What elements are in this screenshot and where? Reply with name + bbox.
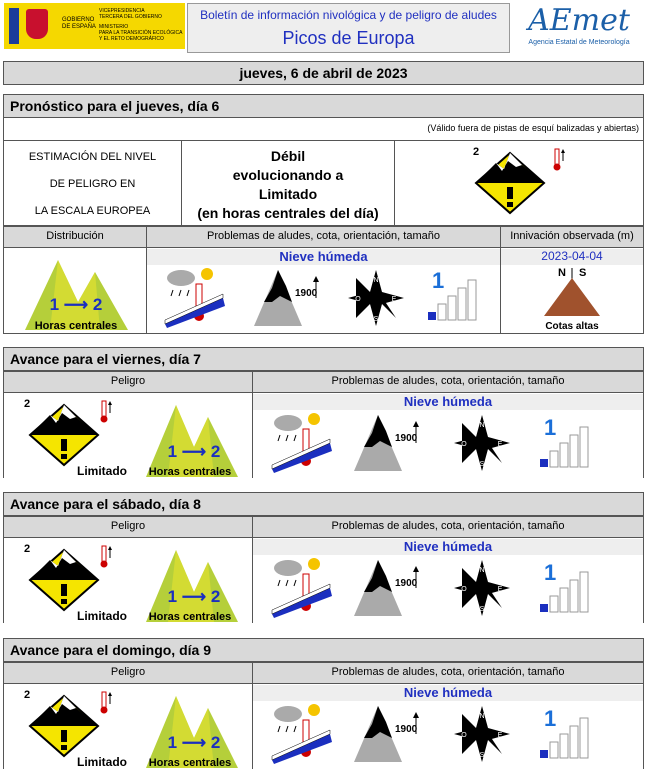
thermometer-icon xyxy=(101,546,113,568)
altitude-value: 1900 xyxy=(395,578,418,589)
compass-e: E xyxy=(497,586,503,593)
compass-o: O xyxy=(355,296,361,303)
size-icon xyxy=(538,560,598,614)
aemet-wordmark: AEmet xyxy=(528,3,630,38)
col-problems: Problemas de aludes, cota, orientación, tamaño xyxy=(252,662,644,684)
altitude-icon xyxy=(250,266,320,328)
snow-cover-icon xyxy=(538,266,608,332)
wet-snow-icon xyxy=(270,702,332,764)
problem-name: Nieve húmeda xyxy=(147,249,500,265)
gov-line-2: DE ESPAÑA xyxy=(62,24,96,30)
problem-name: Nieve húmeda xyxy=(253,539,643,555)
government-logo xyxy=(4,3,185,49)
bulletin-title: Boletín de información nivológica y de peligro de aludes xyxy=(200,8,497,22)
danger-line-2: evolucionando a xyxy=(232,167,344,183)
snow-n: N xyxy=(558,267,566,279)
problem-name: Nieve húmeda xyxy=(253,685,643,701)
distribution-label: Horas centrales xyxy=(148,757,232,769)
compass-s: S xyxy=(479,752,485,759)
snow-s: S xyxy=(579,267,587,279)
compass-s: S xyxy=(479,606,485,613)
distribution-arrow: 1 ⟶ 2 xyxy=(167,587,221,606)
col-distribution: Distribución xyxy=(3,226,147,248)
aemet-subtitle: Agencia Estatal de Meteorología xyxy=(528,39,630,46)
region-title: Picos de Europa xyxy=(282,28,415,48)
danger-line-3: Limitado xyxy=(258,186,318,202)
estimation-cell xyxy=(3,140,182,226)
validity-row xyxy=(3,117,644,141)
level-number: 2 xyxy=(24,689,31,701)
advance-title: Avance para el domingo, día 9 xyxy=(3,638,644,662)
ministry-line-5: Y EL RETO DEMOGRÁFICO xyxy=(99,36,164,42)
problem-name: Nieve húmeda xyxy=(253,394,643,410)
danger-level-icon xyxy=(24,397,134,479)
thermometer-icon xyxy=(101,401,113,423)
size-number: 1 xyxy=(544,560,557,585)
compass-n: N xyxy=(479,567,485,574)
danger-line-4: (en horas centrales del día) xyxy=(197,205,379,221)
level-number: 2 xyxy=(24,398,31,410)
compass-o: O xyxy=(461,441,467,448)
level-label: Limitado xyxy=(77,755,127,769)
ministry-line-1: VICEPRESIDENCIA xyxy=(99,8,145,14)
size-icon xyxy=(538,706,598,760)
compass-e: E xyxy=(497,732,503,739)
snow-date: 2023-04-04 xyxy=(501,249,643,265)
estimation-line-2: DE PELIGRO EN xyxy=(49,178,136,190)
date-text: jueves, 6 de abril de 2023 xyxy=(239,65,408,81)
wet-snow-icon xyxy=(163,266,225,328)
wet-snow-icon xyxy=(270,556,332,618)
compass-rose-icon xyxy=(452,704,512,764)
distribution-icon xyxy=(142,690,242,770)
distribution-label: Horas centrales xyxy=(148,611,232,623)
distribution-icon xyxy=(20,252,132,334)
col-danger: Peligro xyxy=(3,516,253,538)
col-problems: Problemas de aludes, cota, orientación, tamaño xyxy=(252,371,644,393)
level-label: Limitado xyxy=(77,464,127,478)
size-number: 1 xyxy=(432,268,445,293)
distribution-arrow: 1 ⟶ 2 xyxy=(167,733,221,752)
distribution-arrow: 1 ⟶ 2 xyxy=(49,295,103,314)
size-number: 1 xyxy=(544,706,557,731)
altitude-value: 1900 xyxy=(395,724,418,735)
forecast-title: Pronóstico para el jueves, día 6 xyxy=(3,94,644,118)
altitude-icon xyxy=(350,702,420,764)
compass-e: E xyxy=(391,296,397,303)
col-danger: Peligro xyxy=(3,371,253,393)
compass-n: N xyxy=(479,422,485,429)
danger-level-number: 2 xyxy=(473,146,480,158)
advance-title: Avance para el viernes, día 7 xyxy=(3,347,644,371)
danger-level-icon xyxy=(24,542,134,624)
altitude-icon xyxy=(350,411,420,473)
ministry-line-4: PARA LA TRANSICIÓN ECOLÓGICA xyxy=(99,30,183,36)
wet-snow-icon xyxy=(270,411,332,473)
col-snow: Innivación observada (m) xyxy=(500,226,644,248)
compass-s: S xyxy=(373,316,379,323)
estimation-line-3: LA ESCALA EUROPEA xyxy=(34,205,151,217)
level-label: Limitado xyxy=(77,609,127,623)
danger-text-cell xyxy=(181,140,395,226)
compass-n: N xyxy=(373,277,379,284)
aemet-logo xyxy=(516,3,642,53)
danger-level-icon xyxy=(24,688,134,770)
distribution-icon xyxy=(142,544,242,624)
compass-n: N xyxy=(479,713,485,720)
col-problems: Problemas de aludes, cota, orientación, tamaño xyxy=(146,226,501,248)
size-icon xyxy=(426,268,486,322)
distribution-icon xyxy=(142,399,242,479)
eu-flag-icon xyxy=(9,8,19,44)
coat-of-arms-icon xyxy=(26,9,48,39)
compass-o: O xyxy=(461,586,467,593)
altitude-value: 1900 xyxy=(395,433,418,444)
snow-label: Cotas altas xyxy=(545,321,599,332)
bulletin-title-box xyxy=(187,3,510,53)
altitude-value: 1900 xyxy=(295,288,318,299)
thermometer-icon xyxy=(101,692,113,714)
advance-title: Avance para el sábado, día 8 xyxy=(3,492,644,516)
size-number: 1 xyxy=(544,415,557,440)
altitude-icon xyxy=(350,556,420,618)
size-icon xyxy=(538,415,598,469)
level-number: 2 xyxy=(24,543,31,555)
distribution-arrow: 1 ⟶ 2 xyxy=(167,442,221,461)
ministry-line-3: MINISTERIO xyxy=(99,24,129,30)
danger-line-1: Débil xyxy=(270,148,306,164)
col-danger: Peligro xyxy=(3,662,253,684)
distribution-label: Horas centrales xyxy=(34,320,118,332)
compass-rose-icon xyxy=(452,413,512,473)
compass-s: S xyxy=(479,461,485,468)
ministry-line-2: TERCERA DEL GOBIERNO xyxy=(99,14,162,20)
compass-e: E xyxy=(497,441,503,448)
date-bar xyxy=(3,61,644,85)
col-problems: Problemas de aludes, cota, orientación, tamaño xyxy=(252,516,644,538)
compass-rose-icon xyxy=(346,268,406,328)
compass-o: O xyxy=(461,732,467,739)
estimation-line-1: ESTIMACIÓN DEL NIVEL xyxy=(28,151,157,163)
danger-level-icon xyxy=(470,145,550,215)
distribution-label: Horas centrales xyxy=(148,466,232,478)
validity-note: (Válido fuera de pistas de esquí balizadas y abiertas) xyxy=(427,123,639,133)
compass-rose-icon xyxy=(452,558,512,618)
gov-line-1: GOBIERNO xyxy=(62,17,95,23)
